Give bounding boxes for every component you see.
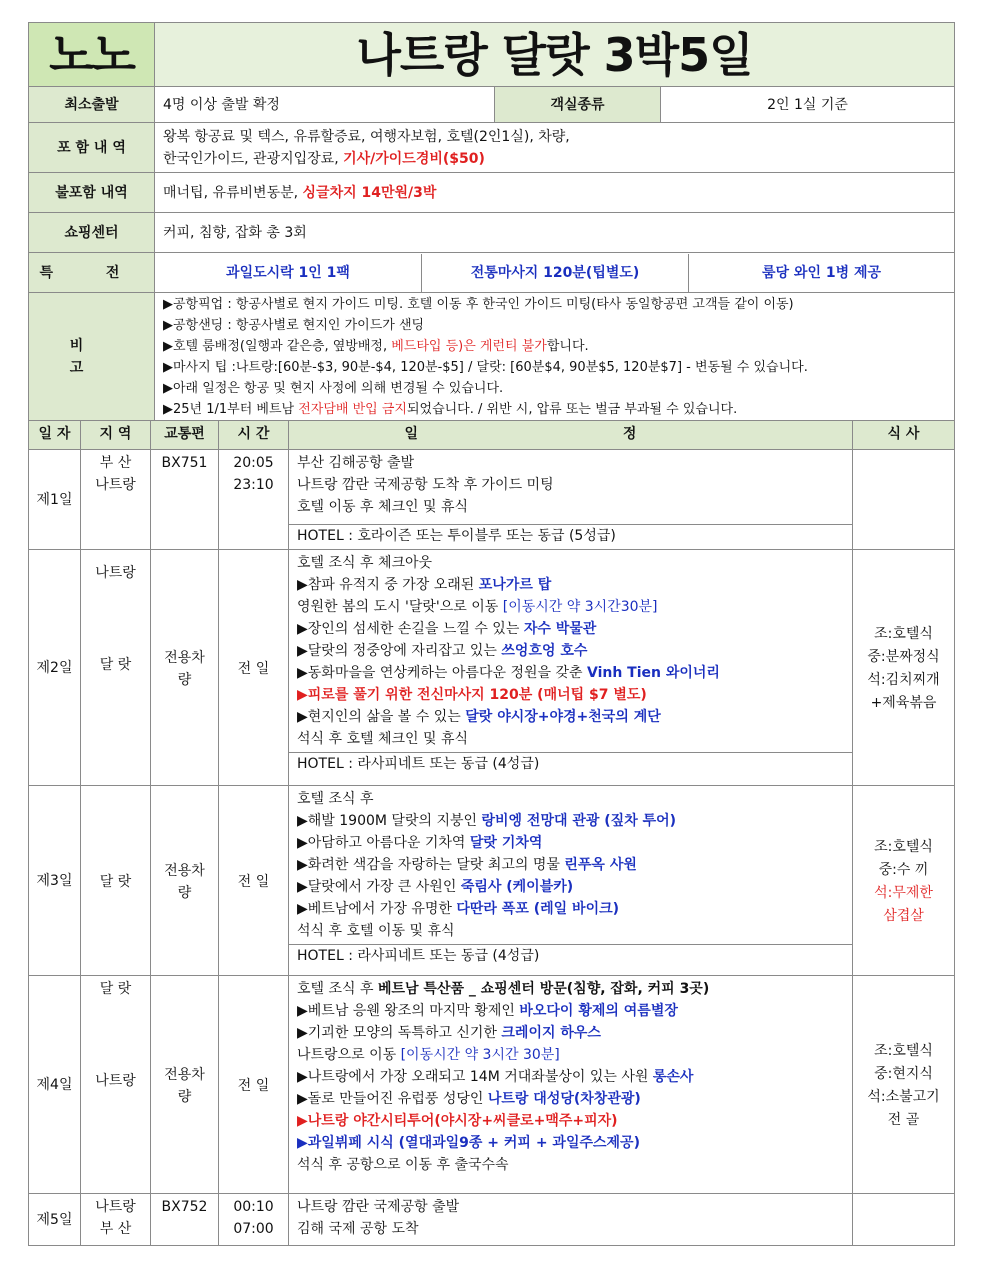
min-departure-value: 4명 이상 출발 확정 [155,87,495,123]
meal: 조:호텔식 [874,838,933,855]
schedule-item [297,1022,844,1044]
schedule-item: 석식 후 호텔 이동 및 휴식 [297,923,455,939]
meal: 석:소불고기 [867,1088,940,1105]
shopping-visit: 베트남 특산품 _ 쇼핑센터 방문(침향, 잡화, 커피 3곳) [377,981,710,997]
schedule-text: 나트랑으로 이동 [297,1047,401,1063]
travel-time: [이동시간 약 3시간30분] [502,599,658,615]
meal: +제육볶음 [870,694,937,711]
day-row [29,976,955,1194]
hotel-info: HOTEL : 라사피네트 또는 동급 (4성급) [289,944,852,967]
excluded-label: 불포함 내역 [29,173,155,213]
schedule-item [297,596,844,618]
schedule-text: ▶참파 유적지 중 가장 오래된 [297,577,479,593]
transport: BX751 [151,450,219,550]
note-line: ▶공항샌딩 : 항공사별로 현지인 가이드가 샌딩 [163,317,425,333]
schedule-item [297,876,844,898]
meals-cell [853,450,955,550]
day-label: 제3일 [29,786,81,976]
region: 나트랑 [95,1073,136,1089]
header-region: 지 역 [81,421,151,450]
time-cell [219,1194,289,1246]
schedule-item [297,854,844,876]
schedule-item [297,1066,844,1088]
shopping-label: 쇼핑센터 [29,213,155,253]
region-cell [81,450,151,550]
note-highlight: 전자담배 반입 금지 [298,401,407,417]
time: 전 일 [219,786,289,976]
schedule-text: ▶아담하고 아름다운 기차역 [297,835,470,851]
included-value [155,123,955,173]
schedule-item: 호텔 이동 후 체크인 및 휴식 [297,499,469,515]
header-meals: 식 사 [853,421,955,450]
schedule-item [297,574,844,596]
region-cell [81,1194,151,1246]
schedule-item: 부산 김해공항 출발 [297,455,415,471]
schedule-item [297,662,844,684]
schedule-item: 김해 국제 공항 도착 [297,1221,419,1237]
shopping-value: 커피, 침향, 잡화 총 3회 [155,213,955,253]
schedule-text: ▶해발 1900M 달랏의 지붕인 [297,813,482,829]
attraction: 롱손사 [652,1069,694,1085]
travel-time: [이동시간 약 3시간 30분] [400,1047,560,1063]
note-line: ▶공항픽업 : 항공사별로 현지 가이드 미팅. 호텔 이동 후 한국인 가이드 미팅(타사 동일항공편 고객들 같이 이동) [163,296,794,312]
meal: 석:김치찌개 [867,671,940,688]
schedule-item: 호텔 조식 후 [297,791,374,807]
schedule-item [297,640,844,662]
schedule-text: 영원한 봄의 도시 '달랏'으로 이동 [297,599,503,615]
transport: 전용차량 [151,550,219,786]
note-text: 합니다. [546,338,589,354]
schedule-item [297,618,844,640]
schedule-cell [289,550,853,786]
schedule-text: ▶베트남에서 가장 유명한 [297,901,457,917]
time: 00:10 [233,1199,274,1215]
hotel-info: HOTEL : 라사피네트 또는 동급 (4성급) [289,752,852,775]
attraction: 쓰엉흐엉 호수 [501,643,588,659]
single-charge-highlight: 싱글차지 14만원/3박 [302,184,437,201]
schedule-item: 호텔 조식 후 체크아웃 [297,555,433,571]
time: 전 일 [219,550,289,786]
schedule-item: ▶피로를 풀기 위한 전신마사지 120분 (매너팁 $7 별도) [297,687,647,703]
hotel-info: HOTEL : 호라이즌 또는 투이블루 또는 동급 (5성급) [289,524,852,547]
schedule-text: 호텔 조식 후 [297,981,378,997]
region: 달 랏 [99,981,132,997]
schedule-item [297,1000,844,1022]
region-cell [81,976,151,1194]
time-cell [219,450,289,550]
header-schedule: 일 정 [289,421,853,450]
note-text: 되었습니다. / 위반 시, 압류 또는 벌금 부과될 수 있습니다. [406,401,738,417]
excluded-text: 매너팁, 유류비변동분, [163,184,303,201]
attraction: 달랏 야시장+야경+천국의 계단 [465,709,661,725]
schedule-text: ▶기괴한 모양의 독특하고 신기한 [297,1025,502,1041]
attraction: 죽림사 (케이블카) [460,879,574,895]
time: 07:00 [233,1221,274,1237]
note-highlight: 베드타입 등)은 게런티 불가 [391,338,547,354]
meals-cell [853,1194,955,1246]
excluded-value [155,173,955,213]
attraction: Vinh Tien 와이너리 [586,665,720,681]
notes-label: 비 고 [29,293,155,421]
region: 달 랏 [81,786,151,976]
transport: 전용차량 [151,786,219,976]
day-label: 제4일 [29,976,81,1194]
attraction: 바오다이 황제의 여름별장 [519,1003,678,1019]
schedule-item: 나트랑 깜란 국제공항 도착 후 가이드 미팅 [297,477,554,493]
note-text: ▶호텔 룸배정(일행과 같은층, 옆방배정, [163,338,392,354]
schedule-cell [289,1194,853,1246]
meal: 조:호텔식 [874,1042,933,1059]
schedule-item [297,898,844,920]
time: 20:05 [233,455,274,471]
schedule-item [297,1088,844,1110]
page-title: 나트랑 달랏 3박5일 [155,23,955,87]
attraction: 달랏 기차역 [469,835,543,851]
meal: 중:수 끼 [878,861,929,878]
schedule-item [297,706,844,728]
schedule-item: ▶과일뷔페 시식 (열대과일9종 + 커피 + 과일주스제공) [297,1135,640,1151]
schedule-cell [289,450,853,550]
schedule-item [297,810,844,832]
meals-cell [853,550,955,786]
schedule-item [297,978,844,1000]
min-departure-label: 최소출발 [29,87,155,123]
schedule-text: ▶나트랑에서 가장 오래되고 14M 거대좌불상이 있는 사원 [297,1069,653,1085]
schedule-item: 나트랑 깜란 국제공항 출발 [297,1199,460,1215]
note-line: ▶마사지 팁 :나트랑:[60분-$3, 90분-$4, 120분-$5] / 달랏: [60분$4, 90분$5, 120분$7] - 변동될 수 있습니다. [163,359,808,375]
region: 부 산 [99,455,132,471]
region: 나트랑 [95,1199,136,1215]
attraction: 다딴라 폭포 (레일 바이크) [456,901,620,917]
day-label: 제5일 [29,1194,81,1246]
included-text: 한국인가이드, 관광지입장료, [163,150,344,167]
region-cell [81,550,151,786]
special-benefits-table [155,254,954,292]
schedule-text: ▶돌로 만들어진 유럽풍 성당인 [297,1091,488,1107]
header-day: 일 자 [29,421,81,450]
special-item: 과일도시락 1인 1팩 [155,254,422,292]
header-time: 시 간 [219,421,289,450]
included-line-1: 왕복 항공료 및 텍스, 유류할증료, 여행자보험, 호텔(2인1실), 차량, [163,128,570,145]
special-item: 룸당 와인 1병 제공 [762,264,882,281]
guide-fee-highlight: 기사/가이드경비($50) [343,150,485,167]
region: 달 랏 [99,657,132,673]
meal: 삼겹살 [883,907,924,924]
day-row [29,450,955,550]
meal: 중:현지식 [874,1065,933,1082]
special-item: 전통마사지 120분(팁별도) [422,254,689,292]
day-label: 제2일 [29,550,81,786]
attraction: 나트랑 대성당(차창관광) [487,1091,641,1107]
schedule-text: ▶베트남 응웬 왕조의 마지막 황제인 [297,1003,520,1019]
meals-cell [853,786,955,976]
day-row [29,1194,955,1246]
meal: 조:호텔식 [874,625,933,642]
included-label: 포 함 내 역 [29,123,155,173]
schedule-item [297,1044,844,1066]
note-line: ▶아래 일정은 항공 및 현지 사정에 의해 변경될 수 있습니다. [163,380,504,396]
brand-label: 노노 [29,23,155,87]
day-row [29,786,955,976]
schedule-text: ▶현지인의 삶을 볼 수 있는 [297,709,466,725]
note-line [163,336,946,357]
room-type-value: 2인 1실 기준 [661,87,955,123]
room-type-label: 객실종류 [495,87,661,123]
schedule-item [297,832,844,854]
meal: 석:무제한 [874,884,933,901]
notes-value [155,293,955,421]
meal: 중:분짜정식 [867,648,940,665]
transport: BX752 [151,1194,219,1246]
time: 23:10 [233,477,274,493]
region: 나트랑 [95,565,136,581]
schedule-text: ▶장인의 섬세한 손길을 느낄 수 있는 [297,621,524,637]
attraction: 크레이지 하우스 [501,1025,601,1041]
schedule-item: ▶나트랑 야간시티투어(야시장+씨클로+맥주+피자) [297,1113,618,1129]
schedule-cell [289,976,853,1194]
summary-table [28,22,955,421]
schedule-item: 석식 후 공항으로 이동 후 출국수속 [297,1157,509,1173]
special-benefits [155,253,955,293]
time: 전 일 [219,976,289,1194]
attraction: 포나가르 탑 [478,577,552,593]
region: 부 산 [99,1221,132,1237]
included-line-2 [163,148,946,170]
header-transport: 교통편 [151,421,219,450]
transport: 전용차량 [151,976,219,1194]
schedule-text: ▶달랏에서 가장 큰 사원인 [297,879,461,895]
day-label: 제1일 [29,450,81,550]
schedule-item: 석식 후 호텔 체크인 및 휴식 [297,731,469,747]
schedule-text: ▶동화마을을 연상케하는 아름다운 정원을 갖춘 [297,665,587,681]
meals-cell [853,976,955,1194]
schedule-text: ▶화려한 색감을 자랑하는 달랏 최고의 명물 [297,857,565,873]
itinerary-sheet [28,22,954,1246]
day-row [29,550,955,786]
region: 나트랑 [95,477,136,493]
attraction: 린푸옥 사원 [564,857,637,873]
note-text: ▶25년 1/1부터 베트남 [163,401,299,417]
note-line [163,399,946,420]
schedule-table [28,420,955,1246]
schedule-cell [289,786,853,976]
attraction: 랑비엥 전망대 관광 (짚차 투어) [481,813,677,829]
meal: 전 골 [887,1111,920,1128]
attraction: 자수 박물관 [523,621,597,637]
special-label: 특 전 [29,253,155,293]
schedule-text: ▶달랏의 정중앙에 자리잡고 있는 [297,643,502,659]
